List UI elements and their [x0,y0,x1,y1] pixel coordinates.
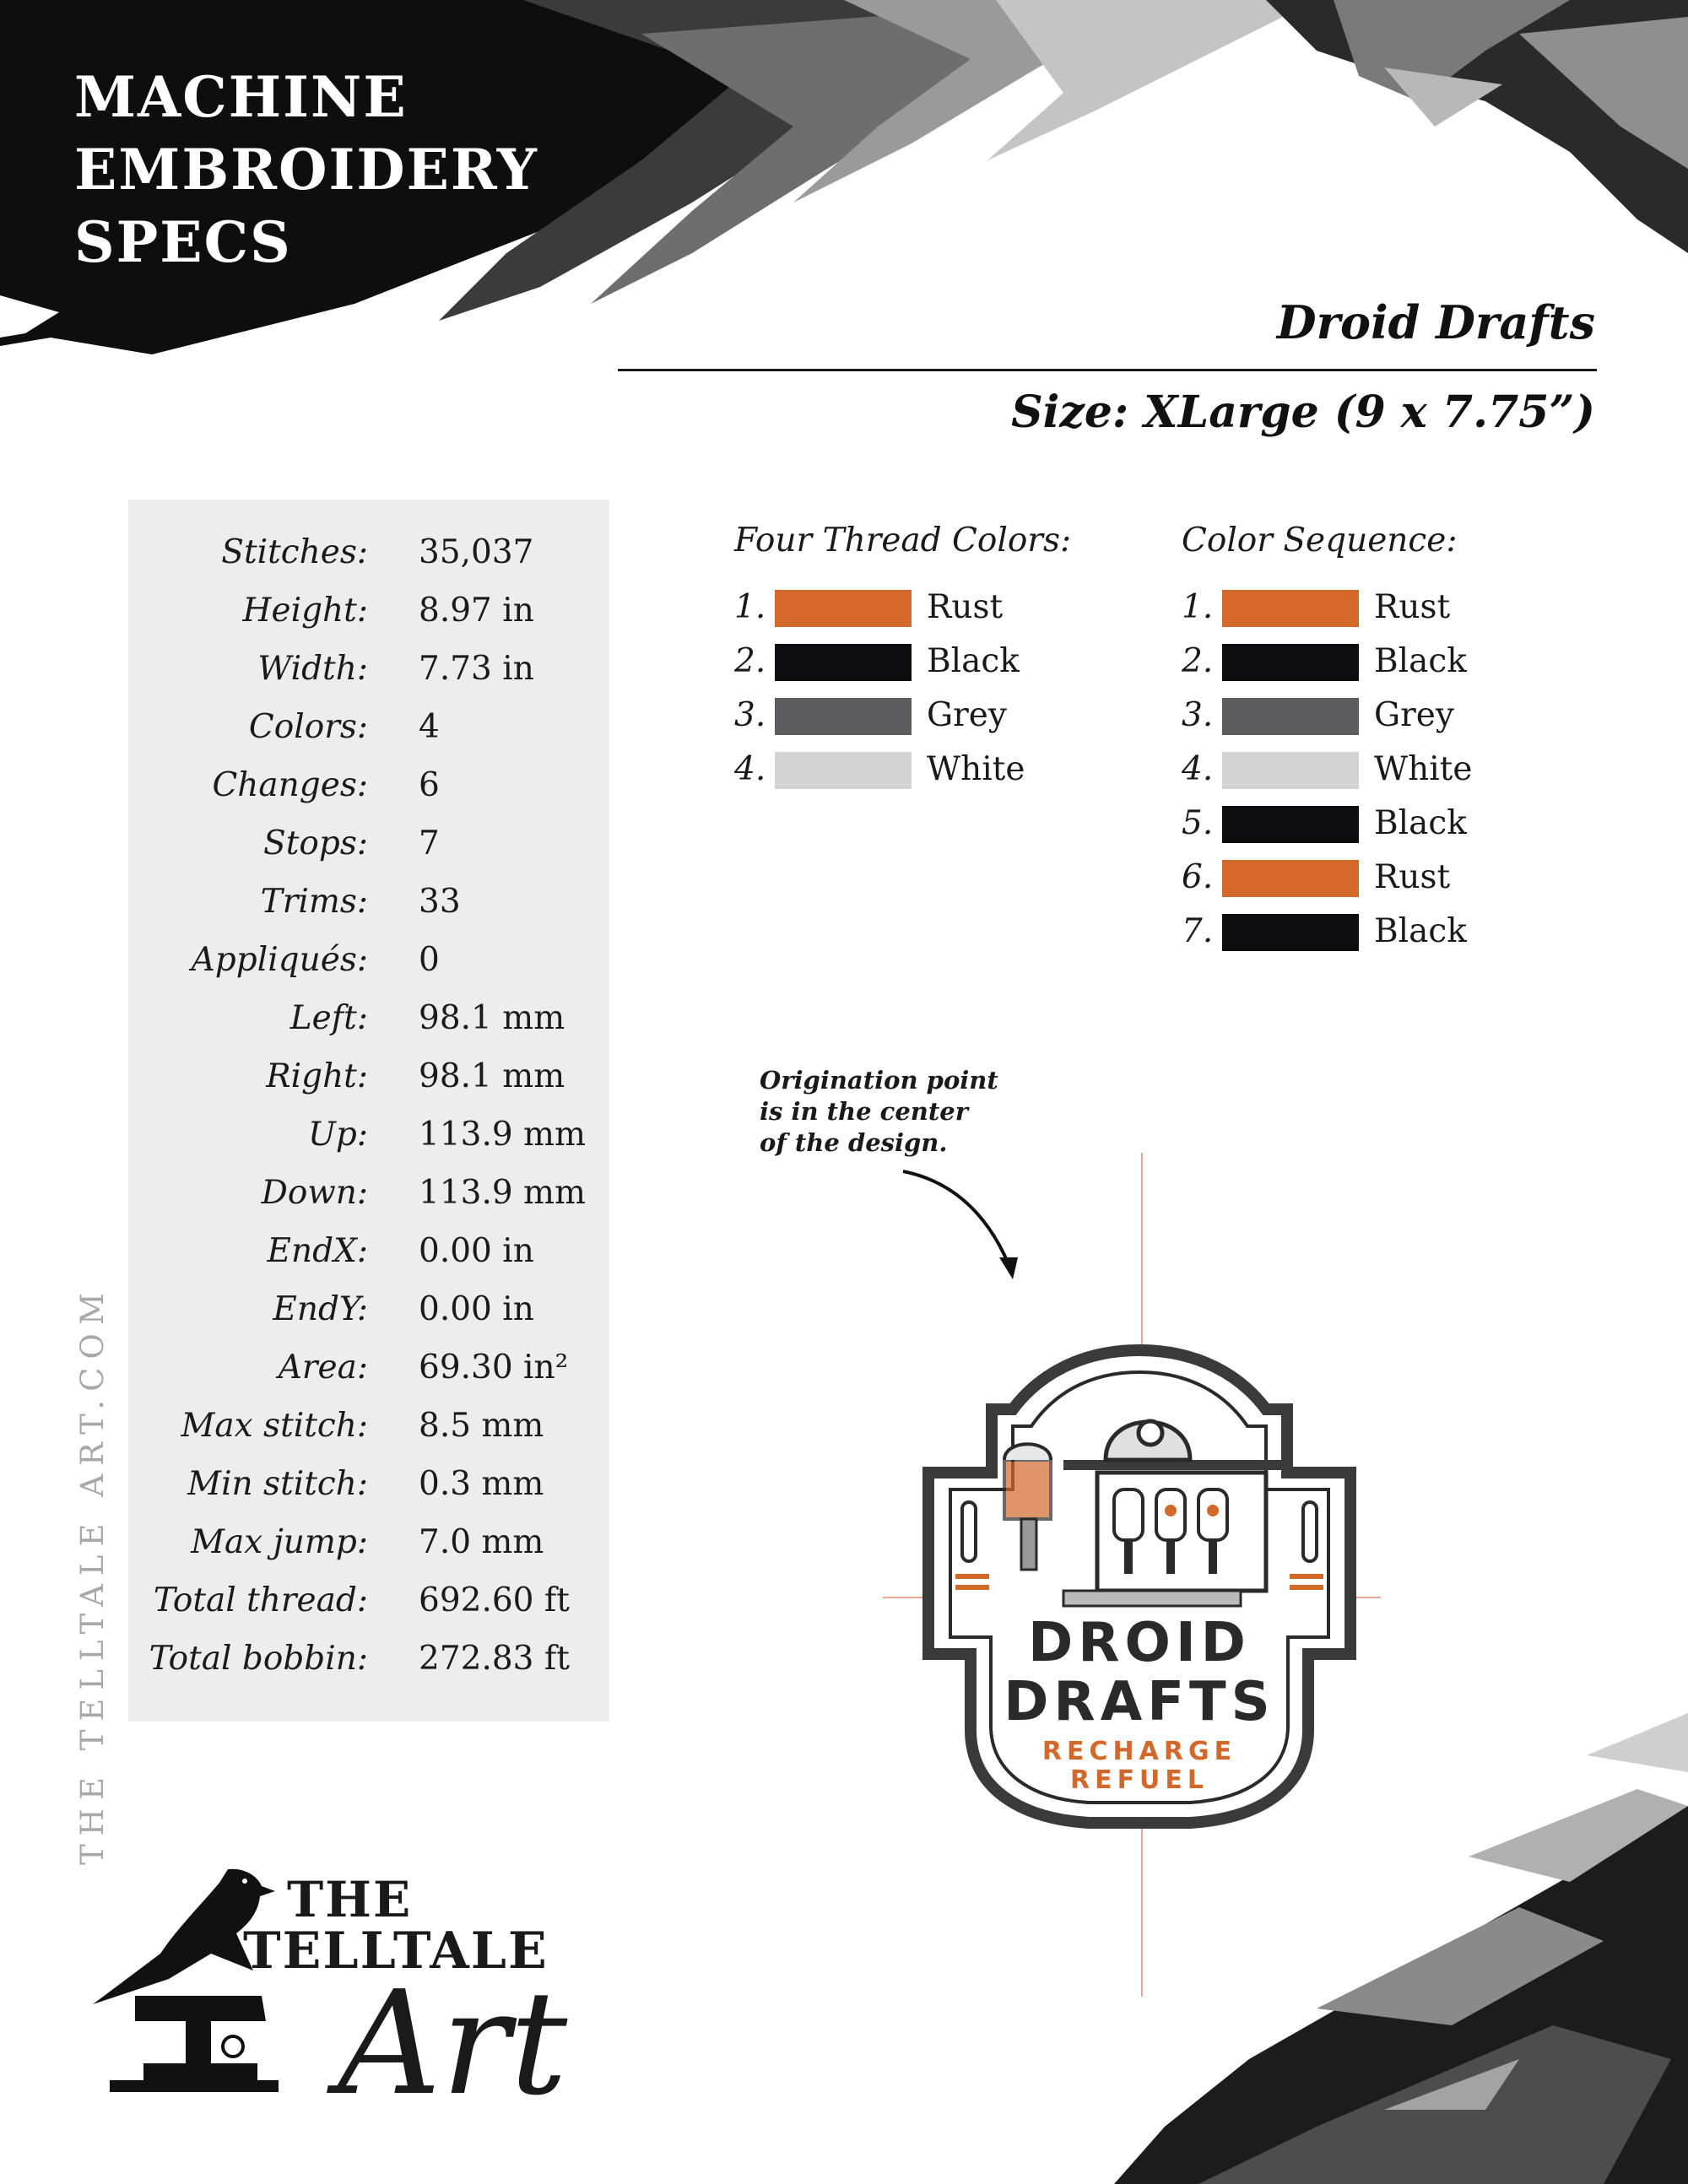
title-line-3: SPECS [74,209,292,275]
spec-value: 8.5 mm [419,1407,544,1445]
badge-word-drafts: DRAFTS [1004,1671,1275,1733]
spec-label: Max stitch: [181,1407,368,1445]
spec-value: 4 [419,708,440,746]
spec-row-appliques [128,941,609,992]
color-number: 4. [734,750,766,788]
spec-value: 692.60 ft [419,1581,570,1619]
spec-label: Width: [257,650,368,688]
spec-value: 272.83 ft [419,1640,570,1678]
color-number: 3. [734,696,766,734]
spec-label: Total thread: [153,1581,368,1619]
spec-value: 113.9 mm [419,1116,587,1154]
note-line: of the design. [760,1128,948,1157]
spec-row-width [128,650,609,700]
color-number: 1. [1182,588,1214,626]
spec-label: Area: [278,1349,368,1387]
spec-row-endx [128,1232,609,1283]
color-name: Rust [1374,858,1451,896]
spec-value: 69.30 in² [419,1349,569,1387]
color-number: 6. [1182,858,1214,896]
color-name: Black [1374,642,1467,680]
color-swatch [1222,752,1359,789]
title-line-1: MACHINE [74,64,408,130]
color-name: Black [927,642,1020,680]
spec-label: Height: [242,592,368,630]
note-line: Origination point [760,1066,998,1095]
color-name: Rust [1374,588,1451,626]
badge-word-recharge: RECHARGE [1041,1737,1237,1766]
design-size: Size: XLarge (9 x 7.75”) [1011,387,1595,438]
spec-row-down [128,1174,609,1224]
design-name: Droid Drafts [1276,295,1595,349]
spec-value: 0.3 mm [419,1465,544,1503]
color-swatch [1222,644,1359,681]
color-swatch [775,752,912,789]
color-number: 1. [734,588,766,626]
spec-row-stops [128,824,609,875]
spec-label: Colors: [248,708,368,746]
spec-label: Stops: [263,824,368,862]
logo-word-the: THE [287,1871,413,1928]
spec-label: EndX: [267,1232,368,1270]
spec-row-colors [128,708,609,759]
color-sequence-heading: Color Sequence: [1182,522,1458,560]
design-preview [912,1333,1367,1840]
spec-value: 0 [419,941,440,979]
origination-note [760,1065,998,1159]
spec-value: 0.00 in [419,1232,534,1270]
color-name: Rust [927,588,1004,626]
color-number: 5. [1182,804,1214,842]
curved-arrow-icon [895,1165,1021,1283]
color-swatch [775,698,912,735]
spec-row-max-jump [128,1523,609,1574]
spec-label: Left: [289,999,368,1037]
spec-value: 6 [419,766,440,804]
badge-word-refuel: REFUEL [1069,1765,1209,1795]
spec-row-stitches [128,533,609,584]
badge-word-droid: DROID [1028,1612,1251,1674]
spec-row-endy [128,1290,609,1341]
header-divider [618,369,1597,371]
spec-value: 7.73 in [419,650,534,688]
spec-row-trims [128,883,609,933]
color-number: 3. [1182,696,1214,734]
color-number: 4. [1182,750,1214,788]
spec-row-changes [128,766,609,817]
spec-row-max-stitch [128,1407,609,1457]
spec-row-right [128,1057,609,1108]
thread-colors-heading: Four Thread Colors: [734,522,1072,560]
spec-label: Total bobbin: [149,1640,368,1678]
logo-word-art: Art [338,1960,568,2127]
telltale-art-logo [84,1852,641,2127]
spec-label: Trims: [260,883,368,921]
color-swatch [1222,860,1359,897]
spec-row-left [128,999,609,1050]
color-swatch [1222,914,1359,951]
title-line-2: EMBROIDERY [74,137,538,203]
color-number: 2. [1182,642,1214,680]
color-swatch [1222,806,1359,843]
spec-label: Max jump: [191,1523,368,1561]
spec-value: 0.00 in [419,1290,534,1328]
color-swatch [775,590,912,627]
spec-label: Changes: [212,766,368,804]
spec-label: Min stitch: [187,1465,368,1503]
color-number: 7. [1182,912,1214,950]
spec-value: 98.1 mm [419,1057,565,1095]
page-title [74,61,538,278]
color-swatch [775,644,912,681]
spec-value: 98.1 mm [419,999,565,1037]
specs-panel [128,500,609,1722]
spec-row-total-thread [128,1581,609,1632]
website-vertical-text: THE TELLTALE ART.COM [74,1284,111,1865]
spec-label: Right: [266,1057,368,1095]
spec-label: Appliqués: [191,941,368,979]
spec-row-total-bobbin [128,1640,609,1690]
logo-word-telltale: TELLTALE [243,1922,549,1981]
spec-value: 33 [419,883,461,921]
spec-row-up [128,1116,609,1166]
spec-label: Down: [261,1174,368,1212]
spec-value: 113.9 mm [419,1174,587,1212]
color-name: Black [1374,804,1467,842]
color-name: White [927,750,1025,788]
color-name: Grey [1374,696,1454,734]
color-swatch [1222,698,1359,735]
spec-value: 35,037 [419,533,534,571]
color-number: 2. [734,642,766,680]
color-name: Grey [927,696,1007,734]
color-swatch [1222,590,1359,627]
spec-value: 7.0 mm [419,1523,544,1561]
spec-label: EndY: [273,1290,368,1328]
spec-row-height [128,592,609,642]
spec-label: Up: [308,1116,368,1154]
spec-row-min-stitch [128,1465,609,1516]
spec-row-area [128,1349,609,1399]
color-name: Black [1374,912,1467,950]
color-name: White [1374,750,1473,788]
spec-value: 7 [419,824,440,862]
note-line: is in the center [760,1097,968,1126]
spec-label: Stitches: [221,533,368,571]
spec-value: 8.97 in [419,592,534,630]
